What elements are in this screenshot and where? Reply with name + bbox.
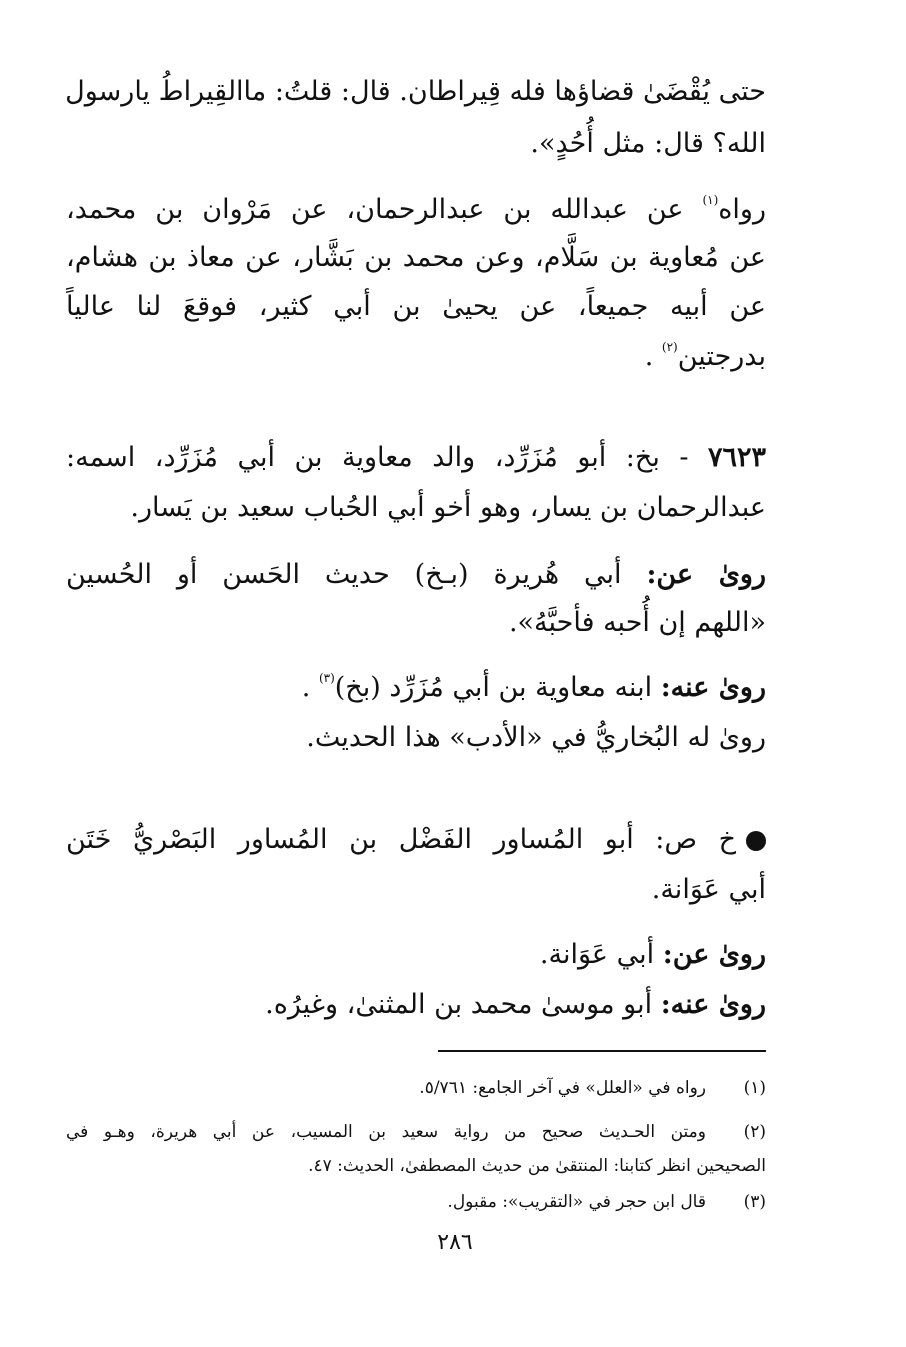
isnad-line-1-start: رواه — [718, 194, 766, 225]
footnote-3-text: قال ابن حجر في «التقريب»: مقبول. — [447, 1192, 706, 1212]
narrated-from-text: أبي عَوَانة. — [539, 939, 655, 970]
footnote-ref-3: (٣) — [318, 671, 335, 685]
footnote-1-text: رواه في «العلل» في آخر الجامع: ٥/٧٦١. — [419, 1078, 706, 1098]
narrated-by-label: روىٰ عنه: — [660, 672, 766, 703]
hadith-text-line-2: الله؟ قال: مثل أُحُدٍ». — [530, 128, 766, 159]
footnote-ref-1: (١) — [702, 193, 719, 207]
footnote-2-text-1: ومتن الحـديث صحيح من رواية سعيد بن المسيب، عن أبي هريرة، وهـو في — [66, 1122, 706, 1142]
entry-7623-line-1-rest: - بخ: أبو مُزَرِّد، والد معاوية بن أبي مُزَرِّد، اسمه: — [66, 442, 689, 473]
entry-khs-line-2: أبي عَوَانة. — [651, 874, 766, 905]
entry-khs-line-1 — [66, 820, 766, 860]
entry-khs-narrated-from — [66, 935, 766, 975]
entry-7623-bukhari-note: روىٰ له البُخاريُّ في «الأدب» هذا الحديث. — [306, 722, 766, 753]
footnote-2-line-1 — [0, 1118, 906, 1146]
entry-7623-narrated-from-line-2: «اللهم إن أُحبه فأحبَّهُ». — [508, 607, 766, 638]
isnad-line-1 — [66, 190, 766, 230]
footnote-1-number: (١) — [743, 1078, 766, 1098]
entry-7623-narrated-by — [66, 668, 766, 708]
narrated-from-text: أبي هُريرة (بـخ) حديث الحَسن أو الحُسين — [66, 559, 622, 590]
narrated-by-text: ابنه معاوية بن أبي مُزَرِّد (بخ) — [334, 672, 653, 703]
isnad-line-3: عن أبيه جميعاً، عن يحيىٰ بن أبي كثير، فوقعَ لنا عالياً — [66, 291, 766, 322]
isnad-line-2: عن مُعاوية بن سَلَّام، وعن محمد بن بَشَّار، عن معاذ بن هشام، — [66, 242, 766, 273]
isnad-line-4-text: بدرجتين — [677, 341, 766, 372]
footnote-3 — [0, 1188, 906, 1216]
isnad-line-4-end: . — [644, 341, 654, 372]
narrated-from-label: روىٰ عن: — [662, 939, 766, 970]
footnote-2-number: (٢) — [743, 1122, 766, 1142]
footnote-1 — [0, 1074, 906, 1102]
footnote-2-line-2 — [0, 1152, 906, 1180]
entry-7623-line-2: عبدالرحمان بن يسار، وهو أخو أبي الحُباب سعيد بن يَسار. — [130, 492, 766, 523]
hadith-text-line-1: حتى يُقْضَىٰ قضاؤها فله قِيراطان. قال: قلتُ: ماالقِيراطُ يارسول — [65, 76, 766, 107]
narrated-from-label: روىٰ عن: — [646, 559, 766, 590]
narrated-by-text: أبو موسىٰ محمد بن المثنىٰ، وغيرُه. — [265, 989, 653, 1020]
footnote-2-text-2: الصحيحين انظر كتابنا: المنتقىٰ من حديث المصطفىٰ، الحديث: ٤٧. — [308, 1156, 766, 1176]
footnote-separator — [438, 1050, 766, 1052]
footnote-ref-2: (٢) — [661, 340, 678, 354]
isnad-line-4 — [66, 337, 766, 377]
isnad-line-1-rest: عن عبدالله بن عبدالرحمان، عن مَرْوان بن محمد، — [66, 194, 684, 225]
bullet-icon — [746, 831, 766, 851]
entry-khs-line-1-text: خ ص: أبو المُساور الفَضْل بن المُساور البَصْريُّ خَتَن — [66, 824, 736, 855]
narrated-by-end: . — [301, 672, 311, 703]
entry-khs-narrated-by — [66, 985, 766, 1025]
entry-7623-narrated-from-line-1 — [66, 555, 766, 595]
page-number: ٢٨٦ — [437, 1230, 473, 1255]
footnote-3-number: (٣) — [743, 1192, 766, 1212]
narrated-by-label: روىٰ عنه: — [660, 989, 766, 1020]
entry-number: ٧٦٢٣ — [707, 442, 766, 473]
entry-7623-line-1 — [66, 438, 766, 478]
